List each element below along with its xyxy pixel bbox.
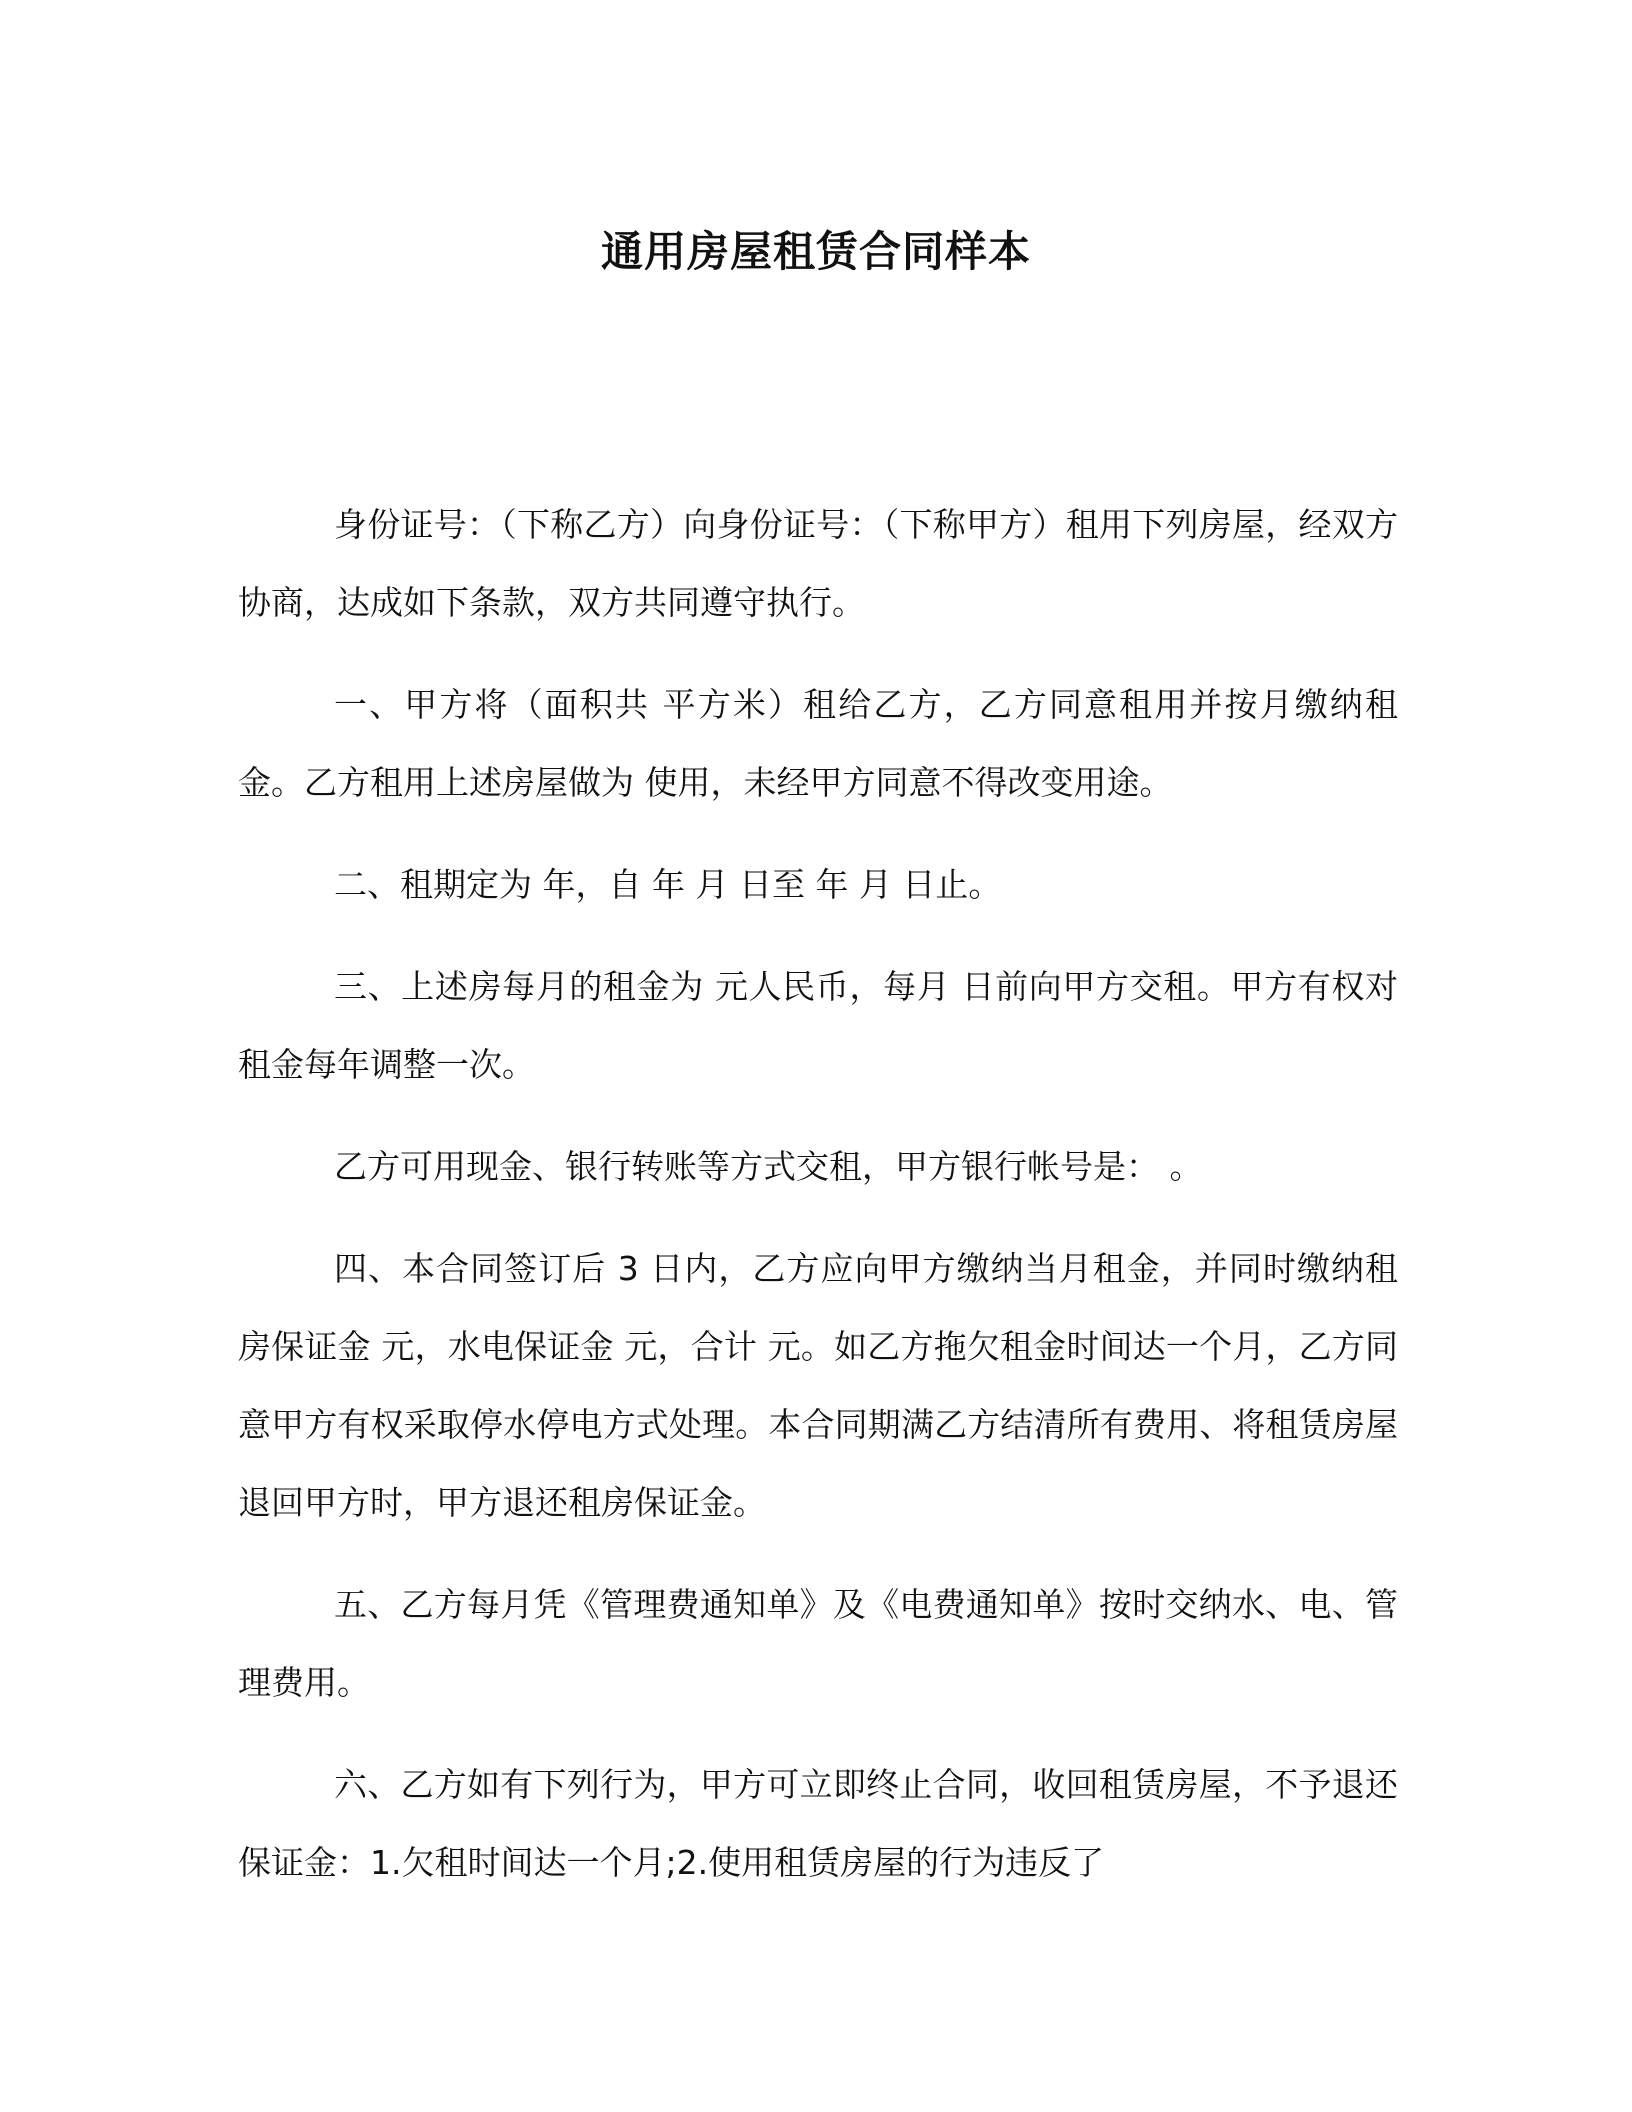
- paragraph-intro: 身份证号：（下称乙方）向身份证号：（下称甲方）租用下列房屋，经双方协商，达成如下条款，双方共同遵守执行。: [238, 505, 1398, 622]
- paragraph-clause-6: 六、乙方如有下列行为，甲方可立即终止合同，收回租赁房屋，不予退还保证金：1.欠租时间达一个月;2.使用租赁房屋的行为违反了: [238, 1765, 1398, 1882]
- paragraph-payment-method: 乙方可用现金、银行转账等方式交租，甲方银行帐号是： 。: [334, 1147, 1203, 1186]
- document-title: 通用房屋租赁合同样本: [600, 227, 1031, 276]
- paragraph-clause-5: 五、乙方每月凭《管理费通知单》及《电费通知单》按时交纳水、电、管理费用。: [238, 1585, 1398, 1702]
- paragraph-clause-1: 一、甲方将（面积共 平方米）租给乙方，乙方同意租用并按月缴纳租金。乙方租用上述房屋做为 使用，未经甲方同意不得改变用途。: [238, 685, 1398, 802]
- paragraph-clause-2: 二、租期定为 年，自 年 月 日至 年 月 日止。: [334, 865, 1002, 904]
- paragraph-clause-3: 三、上述房每月的租金为 元人民币，每月 日前向甲方交租。甲方有权对租金每年调整一次。: [238, 967, 1398, 1084]
- document-body: [238, 486, 1398, 1926]
- paragraph-clause-4: 四、本合同签订后 3 日内，乙方应向甲方缴纳当月租金，并同时缴纳租房保证金 元，水电保证金 元，合计 元。如乙方拖欠租金时间达一个月，乙方同意甲方有权采取停水停电方式处理。本合同期满乙方结清所有费用、将租赁房屋退回甲方时，甲方退还租房保证金。: [238, 1249, 1398, 1522]
